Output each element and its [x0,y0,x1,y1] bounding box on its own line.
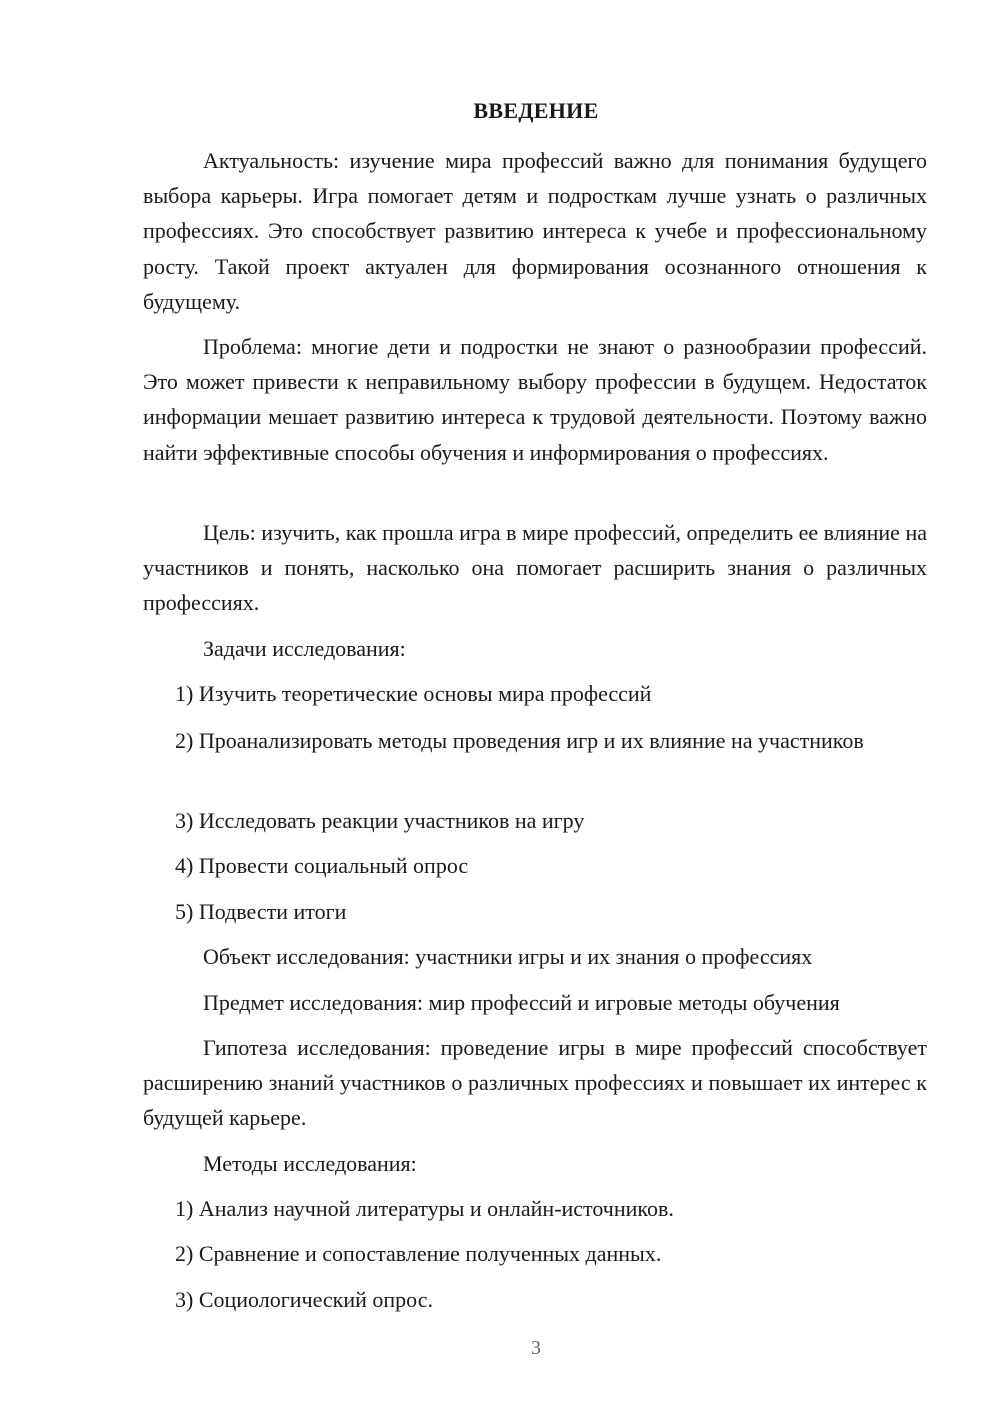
tasks-heading: Задачи исследования: [203,636,406,661]
page-number: 3 [531,1337,541,1359]
page-title: ВВЕДЕНИЕ [473,98,599,123]
method-item: 1) Анализ научной литературы и онлайн-источников. [175,1196,674,1221]
goal-paragraph: Цель: изучить, как прошла игра в мире профессий, определить ее влияние на участников и понять, насколько она помогает расширить знания о различных профессиях. [143,520,927,616]
object-paragraph: Объект исследования: участники игры и их знания о профессиях [203,944,813,969]
methods-heading: Методы исследования: [203,1151,417,1176]
task-item: 2) Проанализировать методы проведения игр и их влияние на участников [175,728,864,753]
method-item: 2) Сравнение и сопоставление полученных данных. [175,1241,662,1266]
task-item: 3) Исследовать реакции участников на игру [175,808,585,833]
relevance-paragraph: Актуальность: изучение мира профессий важно для понимания будущего выбора карьеры. Игра помогает детям и подросткам лучше узнать о различных профессиях. Это способствует развитию интереса к учебе и профессиональному росту. Такой проект актуален для формирования осознанного отношения к будущему. [143,148,927,314]
task-item: 5) Подвести итоги [175,899,347,924]
problem-paragraph: Проблема: многие дети и подростки не знают о разнообразии профессий. Это может привести к неправильному выбору профессии в будущем. Недостаток информации мешает развитию интереса к трудовой деятельности. Поэтому важно найти эффективные способы обучения и информирования о профессиях. [143,334,927,465]
method-item: 3) Социологический опрос. [175,1287,433,1312]
task-item: 1) Изучить теоретические основы мира профессий [175,681,652,706]
task-item: 4) Провести социальный опрос [175,853,469,878]
hypothesis-paragraph: Гипотеза исследования: проведение игры в мире профессий способствует расширению знаний участников о различных профессиях и повышает их интерес к будущей карьере. [143,1035,927,1131]
subject-paragraph: Предмет исследования: мир профессий и игровые методы обучения [203,990,840,1015]
